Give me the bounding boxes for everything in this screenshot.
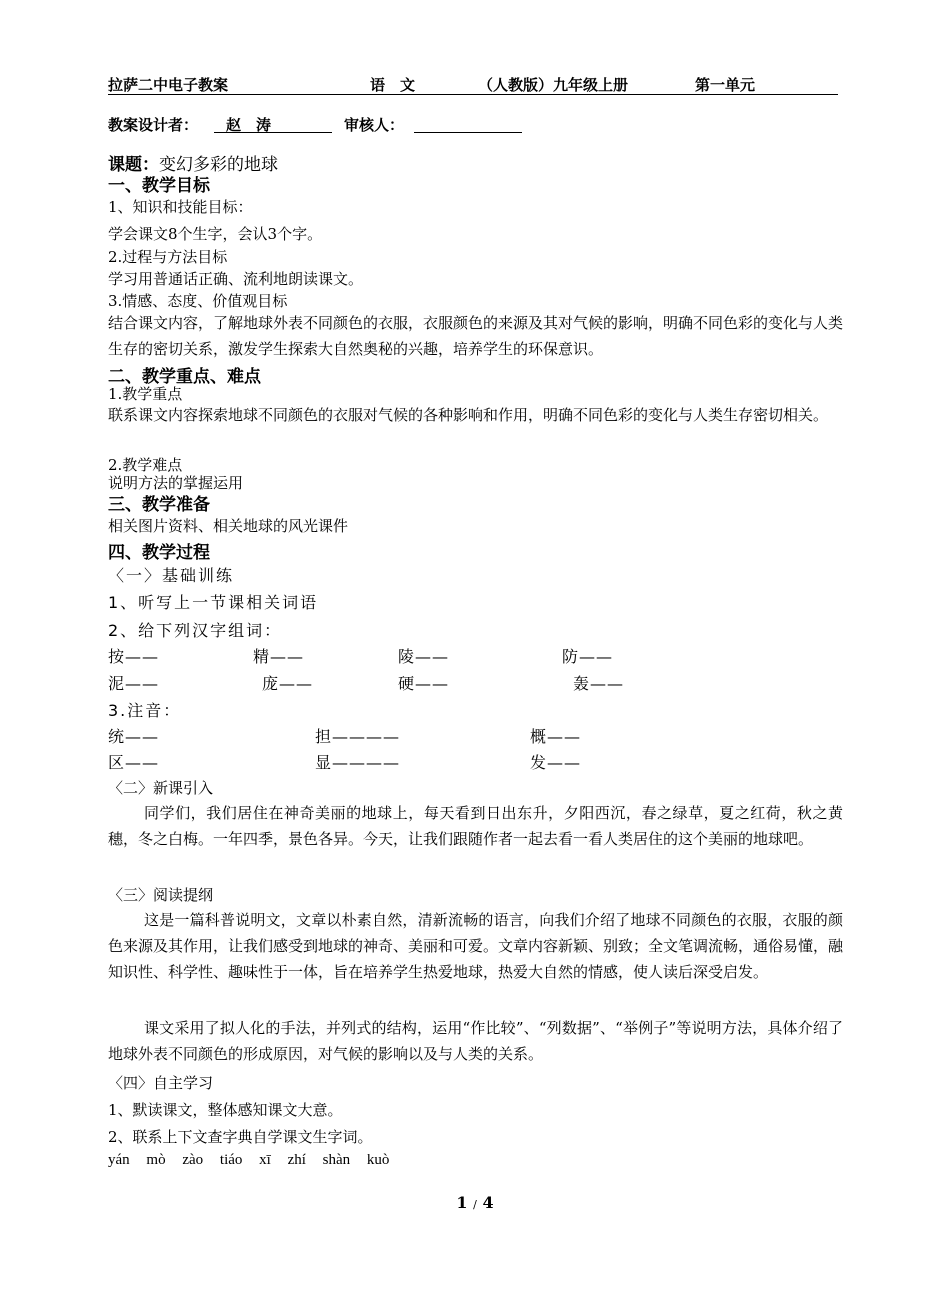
word-cell: 泥—— — [108, 674, 160, 693]
designer-line — [108, 114, 528, 136]
goal-3-title: 3.情感、态度、价值观目标 — [108, 292, 288, 310]
subject: 语 文 — [370, 76, 416, 94]
pinyin-word: tiáo — [219, 1152, 243, 1168]
pinyin-cell: 区—— — [108, 753, 160, 772]
lesson-title-text: 变幻多彩的地球 — [159, 155, 278, 175]
pinyin-word: yán — [108, 1152, 130, 1168]
page-separator: / — [473, 1198, 477, 1211]
section-heading-objectives: 一、教学目标 — [108, 176, 210, 196]
current-page: 1 — [456, 1193, 468, 1212]
self-study-item-2: 2、联系上下文查字典自学课文生字词。 — [108, 1128, 373, 1146]
pinyin-word: zhí — [287, 1152, 306, 1168]
section-heading-process: 四、教学过程 — [108, 543, 210, 563]
pinyin-word: mò — [146, 1152, 166, 1168]
basic-training-title: 〈一〉基础训练 — [108, 566, 235, 585]
pinyin-cell: 发—— — [530, 753, 582, 772]
word-cell: 硬—— — [398, 674, 450, 693]
unit: 第一单元 — [695, 76, 756, 94]
pinyin-cell: 担———— — [315, 727, 401, 746]
pinyin-cell: 统—— — [108, 727, 160, 746]
designer-underline — [214, 132, 332, 133]
pinyin-cell: 概—— — [530, 727, 582, 746]
designer-label: 教案设计者： — [108, 116, 199, 134]
goal-1-title: 1、知识和技能目标： — [108, 198, 253, 216]
word-cell: 按—— — [108, 647, 160, 666]
difficulty-text: 说明方法的掌握运用 — [108, 474, 244, 492]
key-point-title: 1.教学重点 — [108, 385, 183, 403]
key-point-text: 联系课文内容探索地球不同颜色的衣服对气候的各种影响和作用，明确不同色彩的变化与人类生存密切相关。 — [108, 406, 829, 424]
total-pages: 4 — [482, 1193, 494, 1212]
pinyin-cell: 显———— — [315, 753, 401, 772]
pinyin-word: shàn — [322, 1152, 351, 1168]
word-cell: 陵—— — [398, 647, 450, 666]
basic-item-1: 1、听写上一节课相关词语 — [108, 593, 319, 612]
outline-paragraph-2: 课文采用了拟人化的手法，并列式的结构，运用“作比较”、“列数据”、“举例子”等说明方法，具体介绍了地球外表不同颜色的形成原因，对气候的影响以及与人类的关系。 — [108, 1019, 843, 1063]
self-study-item-1: 1、默读课文，整体感知课文大意。 — [108, 1101, 343, 1119]
word-cell: 庞—— — [262, 674, 314, 693]
goal-1-text: 学会课文8个生字，会认3个字。 — [108, 225, 323, 243]
pinyin-word: xī — [259, 1152, 271, 1168]
word-cell: 轰—— — [573, 674, 625, 693]
page-header — [108, 74, 838, 95]
reviewer-underline — [414, 132, 522, 133]
self-study-title: 〈四〉自主学习 — [108, 1074, 214, 1092]
outline-title: 〈三〉阅读提纲 — [108, 886, 214, 904]
school-name: 拉萨二中电子教案 — [108, 76, 229, 94]
basic-item-2: 2、给下列汉字组词： — [108, 621, 283, 640]
word-cell: 防—— — [562, 647, 614, 666]
goal-3-text: 结合课文内容，了解地球外表不同颜色的衣服，衣服颜色的来源及其对气候的影响，明确不同色彩的变化与人类生存的密切关系，激发学生探索大自然奥秘的兴趣，培养学生的环保意识。 — [108, 314, 844, 358]
pinyin-word: kuò — [366, 1152, 390, 1168]
difficulty-title: 2.教学难点 — [108, 456, 183, 474]
lesson-title-label: 课题： — [108, 155, 159, 175]
section-heading-key-points: 二、教学重点、难点 — [108, 367, 261, 387]
outline-paragraph-1: 这是一篇科普说明文，文章以朴素自然，清新流畅的语言，向我们介绍了地球不同颜色的衣服，衣服的颜色来源及其作用，让我们感受到地球的神奇、美丽和可爱。文章内容新颖、别致；全文笔调流畅，通俗易懂，融知识性、科学性、趣味性于一体，旨在培养学生热爱地球，热爱大自然的情感，使人读后深受启发。 — [108, 911, 844, 981]
goal-2-text: 学习用普通话正确、流利地朗读课文。 — [108, 270, 364, 288]
intro-title: 〈二〉新课引入 — [108, 779, 214, 797]
pinyin-line — [108, 1152, 402, 1169]
goal-2-title: 2.过程与方法目标 — [108, 248, 228, 266]
basic-item-3: 3.注音： — [108, 701, 182, 720]
designer-name: 赵 涛 — [226, 116, 272, 134]
preparation-text: 相关图片资料、相关地球的风光课件 — [108, 517, 349, 535]
intro-text: 同学们，我们居住在神奇美丽的地球上，每天看到日出东升，夕阳西沉，春之绿草，夏之红荷，秋之黄穗，冬之白梅。一年四季，景色各异。今天，让我们跟随作者一起去看一看人类居住的这个美丽的地球吧。 — [108, 804, 843, 848]
page-number — [0, 1193, 950, 1212]
word-cell: 精—— — [253, 647, 305, 666]
reviewer-label: 审核人： — [344, 116, 405, 134]
edition: （人教版）九年级上册 — [478, 76, 629, 94]
pinyin-word: zào — [182, 1152, 204, 1168]
section-heading-preparation: 三、教学准备 — [108, 495, 210, 515]
